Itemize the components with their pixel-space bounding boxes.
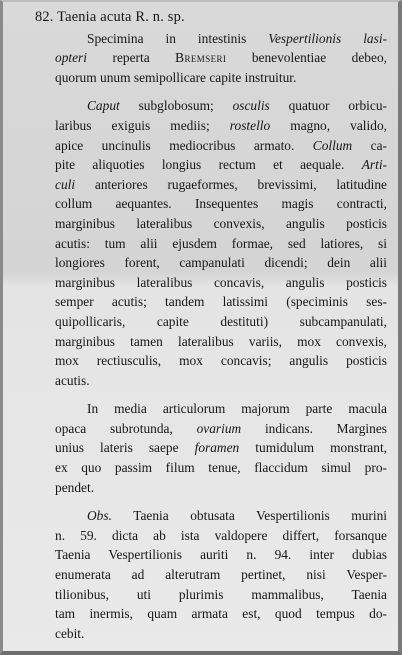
italic-term: Collum [312, 137, 353, 153]
text-run: pendet. [55, 479, 95, 495]
species-heading: 82. Taenia acuta R. n. sp. [35, 9, 185, 25]
text-line [25, 506, 387, 526]
text-run: pite aliquoties longius rectum et aequale. [55, 157, 362, 173]
italic-term: foramen [194, 440, 240, 456]
text-run: Specimina in intestinis [87, 30, 269, 46]
text-run: cebit. [55, 625, 85, 641]
text-run: marginibus tamen lateralibus variis, mox convexis, [55, 333, 387, 349]
text-run: unius lateris saepe [55, 440, 195, 456]
text-run: magno, valido, [270, 117, 387, 133]
text-line [25, 545, 387, 565]
text-line [25, 194, 387, 214]
italic-term: Obs. [87, 508, 112, 524]
italic-term: Vespertilionis lasi- [268, 30, 388, 46]
text-line [25, 604, 387, 624]
text-block [25, 8, 387, 643]
text-run: acutis. [55, 372, 90, 388]
text-line [25, 438, 387, 458]
text-run: marginibus lateralibus convexis, angulis posticis [55, 215, 387, 231]
text-line [25, 96, 387, 116]
text-run: ca- [352, 137, 387, 153]
text-line [25, 68, 387, 88]
text-line [25, 585, 387, 605]
text-line [25, 478, 387, 498]
text-run: opaca subrotunda, [55, 420, 197, 436]
text-line [25, 175, 387, 195]
text-line [25, 371, 387, 391]
text-line [25, 351, 387, 371]
text-line [25, 29, 387, 49]
text-line [25, 458, 387, 478]
text-line [25, 292, 387, 312]
text-run: semper acutis; tandem latissimi (speciminis ses- [55, 294, 387, 310]
italic-term: osculis [232, 98, 270, 114]
text-run: tilionibus, uti plurimis mammalibus, Taenia [55, 586, 387, 602]
text-run: quipollicaris, capite destituti) subcampanulati, [55, 313, 387, 329]
text-run: tumidulum monstrant, [239, 440, 388, 456]
italic-term: culi [55, 176, 76, 192]
text-run: n. 59. dicta ab ista valdopere differt, forsanque [55, 527, 387, 543]
italic-term: Caput [87, 98, 120, 114]
text-run: indicans. Margines [241, 420, 387, 436]
text-line [25, 399, 387, 419]
text-run: mox rectiusculis, mox concavis; angulis posticis [55, 353, 387, 369]
text-run: Taenia obtusata Vespertilionis murini [111, 508, 387, 524]
text-line [25, 312, 387, 332]
text-line [25, 116, 387, 136]
paragraph [25, 399, 387, 497]
text-line [25, 273, 387, 293]
italic-term: rostello [229, 117, 271, 133]
text-run: longiores forent, campanulati dicendi; dein alii [55, 255, 387, 271]
text-run: quatuor orbicu- [269, 98, 387, 114]
paragraph-gap [25, 390, 387, 399]
text-run: collum aequantes. Insequentes magis contracti, [55, 196, 387, 212]
paragraph [25, 29, 387, 88]
text-line [25, 136, 387, 156]
text-run: enumerata ad alterutram pertinet, nisi Vesper- [55, 567, 387, 583]
text-run: In media articulorum majorum parte macula [87, 401, 387, 417]
text-line [25, 526, 387, 546]
small-caps-name: Bremseri [175, 50, 227, 66]
paragraph-gap [25, 497, 387, 506]
text-run: quorum unum semipollicare capite instruitur. [55, 69, 297, 85]
italic-term: ovarium [196, 420, 242, 436]
italic-term: Arti- [361, 157, 387, 173]
text-line [25, 48, 387, 68]
paragraph-gap [25, 87, 387, 96]
italic-term: opteri [55, 50, 87, 66]
text-run: marginibus lateralibus concavis, angulis posticis [55, 274, 387, 290]
text-line [25, 565, 387, 585]
text-line [25, 332, 387, 352]
text-run: anteriores rugaeformes, brevissimi, latitudine [75, 176, 387, 192]
text-run: reperta [87, 50, 176, 66]
text-run: ex quo passim filum tenue, flaccidum simul pro- [55, 460, 387, 476]
paragraphs [25, 29, 387, 644]
text-run: apice uncinulis mediocribus armato. [55, 137, 313, 153]
text-line [25, 624, 387, 644]
text-run: subglobosum; [119, 98, 233, 114]
text-run: acutis: tum alii ejusdem formae, sed latiores, si [55, 235, 387, 251]
text-line [25, 214, 387, 234]
text-line [25, 253, 387, 273]
text-line [25, 419, 387, 439]
paragraph [25, 506, 387, 643]
paragraph [25, 96, 387, 390]
text-run: laribus exiguis mediis; [55, 117, 230, 133]
text-run: Taenia Vespertilionis auriti n. 94. inter dubias [55, 547, 387, 563]
text-run: tam inermis, quam armata est, quod tempus do- [55, 606, 387, 622]
text-line [25, 155, 387, 175]
text-line [25, 234, 387, 254]
text-run: benevolentiae debeo, [226, 50, 387, 66]
